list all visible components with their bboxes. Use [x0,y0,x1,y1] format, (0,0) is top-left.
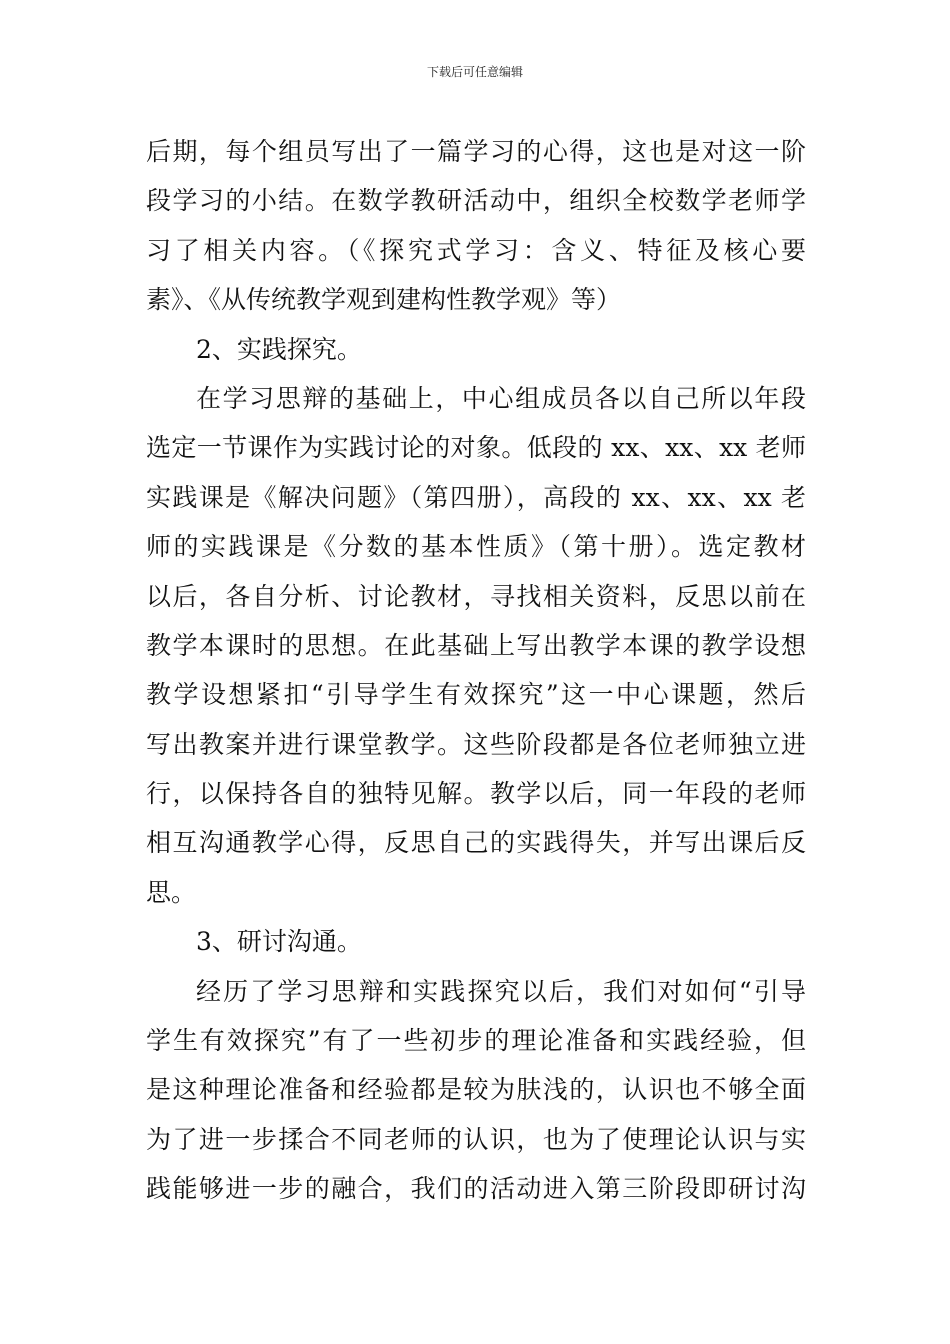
document-body [146,127,806,1214]
text-line: 行，以保持各自的独特见解。教学以后，同一年段的老师 [146,779,806,809]
text-line: 实践课是《解决问题》（第四册），高段的 xx、xx、xx 老 [146,482,806,512]
text-line: 践能够进一步的融合，我们的活动进入第三阶段即研讨沟 [146,1174,806,1204]
text-line: 是这种理论准备和经验都是较为肤浅的，认识也不够全面 [146,1075,806,1105]
text-line: 师的实践课是《分数的基本性质》（第十册）。选定教材 [146,532,806,562]
text-line: 教学设想紧扣“引导学生有效探究”这一中心课题，然后 [146,680,806,710]
section-heading: 2、实践探究。 [196,334,362,364]
text-line: 教学本课时的思想。在此基础上写出教学本课的教学设想 [146,630,806,660]
text-line: 在学习思辩的基础上，中心组成员各以自己所以年段 [196,383,806,413]
text-line: 素》、《从传统教学观到建构性教学观》等） [146,285,622,315]
text-line: 以后，各自分析、讨论教材，寻找相关资料，反思以前在 [146,581,806,611]
text-line: 思。 [146,877,197,907]
section-heading: 3、研讨沟通。 [196,927,362,957]
text-line: 段学习的小结。在数学教研活动中，组织全校数学老师学 [146,186,806,216]
text-line: 写出教案并进行课堂教学。这些阶段都是各位老师独立进 [146,729,806,759]
text-line: 相互沟通教学心得，反思自己的实践得失，并写出课后反 [146,828,806,858]
text-line: 习了相关内容。（《探究式学习：含义、特征及核心要 [146,235,806,265]
page-header-note: 下载后可任意编辑 [426,65,523,79]
text-line: 为了进一步揉合不同老师的认识，也为了使理论认识与实 [146,1124,806,1154]
text-line: 经历了学习思辩和实践探究以后，我们对如何“引导 [196,976,806,1006]
text-line: 选定一节课作为实践讨论的对象。低段的 xx、xx、xx 老师 [146,433,806,463]
text-line: 学生有效探究”有了一些初步的理论准备和实践经验，但 [146,1026,806,1056]
text-line: 后期，每个组员写出了一篇学习的心得，这也是对这一阶 [146,137,806,166]
